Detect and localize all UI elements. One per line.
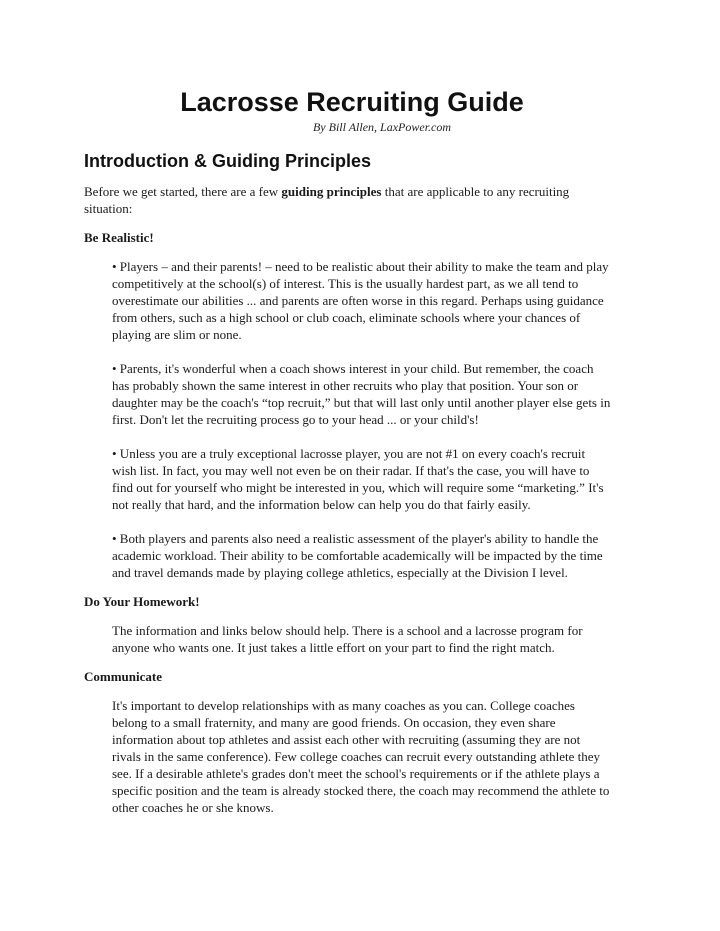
intro-paragraph [84,183,620,217]
realistic-bullet-3: • Unless you are a truly exceptional lacrosse player, you are not #1 on every coach's recruit wish list. In fact, you may well not even be on their radar. If that's the case, you will have to find out for yourself who might be interested in you, which will require some “marketing.” It's not really that hard, and the information below can help you do that fairly easily. [112,446,604,512]
subheading-do-homework: Do Your Homework! [84,594,200,609]
communicate-paragraph: It's important to develop relationships with as many coaches as you can. College coaches belong to a small fraternity, and many are good friends. On occasion, they even share information about top athletes and assist each other with recruiting (assuming they are not rivals in the same conference). Few college coaches can recruit every outstanding athlete they see. If a desirable athlete's grades don't meet the school's requirements or if the athlete plays a specific position and the team is already stocked there, the coach may recommend the athlete to other coaches he or she knows. [112,698,610,815]
subheading-communicate: Communicate [84,669,162,684]
be-realistic-block [84,229,620,581]
intro-text-end: that are applicable to any recruiting situation: [84,184,570,216]
author-byline: By Bill Allen, LaxPower.com [312,120,452,134]
do-homework-block [84,593,620,656]
intro-text-start: Before we get started, there are a few [84,184,282,199]
realistic-bullet-1: • Players – and their parents! – need to be realistic about their ability to make the team and play competitively at the school(s) of interest. This is the usually hardest part, as we all tend to overestimate our abilities ... and parents are often worse in this regard. Perhaps using guidance from others, such as a high school or club coach, eliminate schools where your chances of playing are slim or none. [112,259,609,342]
communicate-block [84,668,620,816]
homework-paragraph: The information and links below should help. There is a school and a lacrosse program for anyone who wants one. It just takes a little effort on your part to find the right match. [112,623,583,655]
realistic-bullet-2: • Parents, it's wonderful when a coach shows interest in your child. But remember, the coach has probably shown the same interest in other recruits who play that position. Your son or daughter may be the coach's “top recruit,” but that will last only until another player else gets in first. Don't let the recruiting process go to your head ... or your child's! [112,361,611,427]
realistic-bullet-4: • Both players and parents also need a realistic assessment of the player's ability to handle the academic workload. Their ability to be comfortable academically will be impacted by the time and travel demands made by playing college athletics, especially at the Division I level. [112,531,603,580]
document-title: Lacrosse Recruiting Guide [180,87,524,117]
subheading-be-realistic: Be Realistic! [84,230,154,245]
intro-emphasis: guiding principles [281,184,382,199]
section-heading-introduction: Introduction & Guiding Principles [84,151,371,171]
